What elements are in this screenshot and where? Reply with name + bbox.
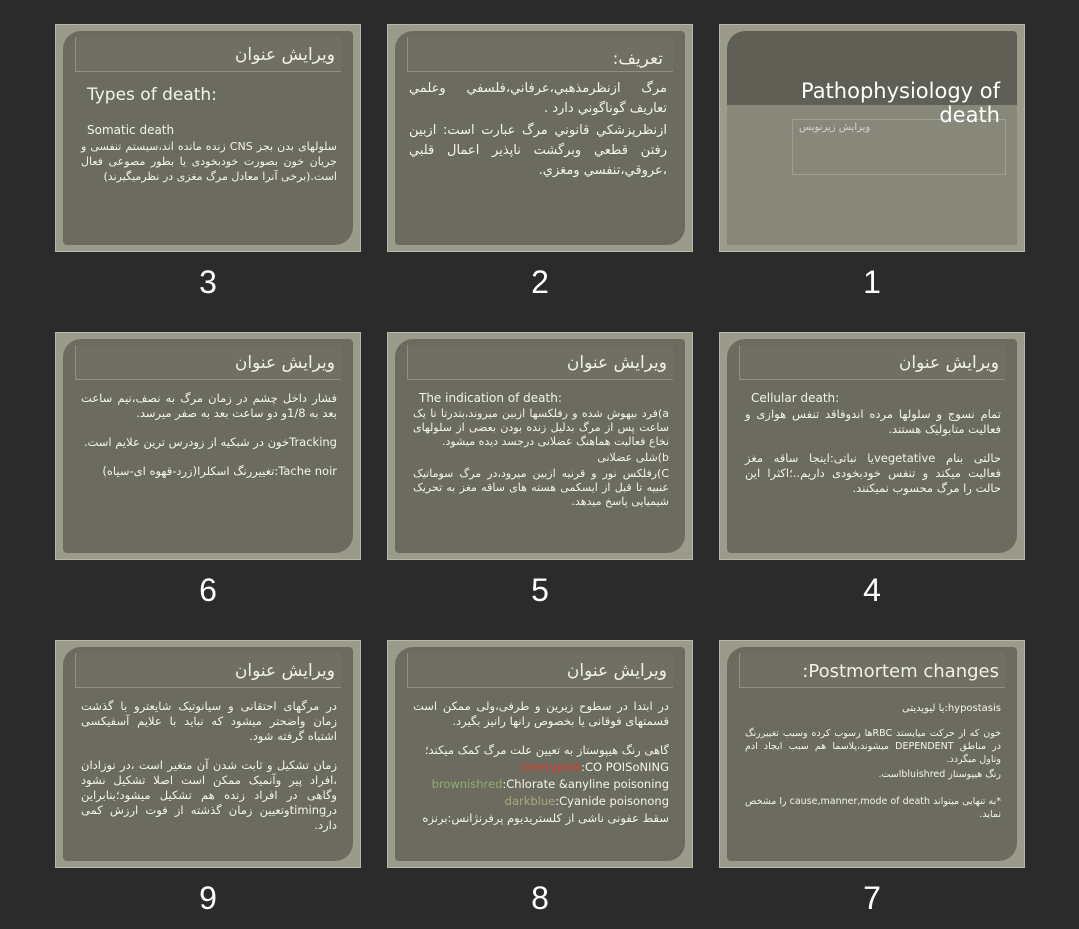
slide-line: سقط عفونی ناشی از کلستریدیوم پرفرنژانس:برنزه — [422, 811, 669, 825]
slide-line: a)فرد بیهوش شده و رفلکسها ازبین میروند،بتدرتا تا یک ساعت پس از مرگ بدلیل زنده بودن بعضی از سلولهای نخاع فعالیت هماهنگ عضلانی درجسد دیده میشود. — [413, 407, 669, 448]
slide-line: زمان تشکیل و ثابت شدن آن متغیر است ،در نوزادان ،افراد پیر وآنمیک ممکن است اصلا تشکیل نشود وگاهی در افراد زنده هم تشکیل میشود؛بنابراین درtimingوتعیین زمان گذشته از فوت ارزش کمی دارد. — [81, 758, 337, 832]
slide-heading: Types of death: — [87, 85, 217, 105]
slide-thumbnail-8[interactable] — [387, 640, 693, 868]
slide-title: ويرايش عنوان — [234, 45, 335, 65]
slide-subheading: The indication of death: — [419, 391, 562, 405]
slide-title: ويرايش عنوان — [898, 353, 999, 373]
slide-thumbnail-2[interactable] — [387, 24, 693, 252]
slide-subheading: hypostasis:یا لیویدیتی — [902, 703, 1001, 714]
slide-body — [413, 699, 669, 828]
slide-body — [413, 407, 669, 511]
slide-body — [745, 727, 1001, 823]
slide-line: Trackingخون در شبکیه از زودرس ترین علایم است. — [83, 435, 337, 449]
slide-line: در ابتدا در سطوح زیرین و طرفی،ولی ممکن است قسمتهای فوقانی یا بخصوص رانها رانیز بگیرد. — [413, 699, 669, 728]
slide-number: 3 — [199, 264, 217, 300]
slide-line: گاهی رنگ هیپوستاز به تعیین علت مرگ کمک میکند؛ — [424, 743, 669, 757]
slide-title: Pathophysiology of death — [800, 79, 1000, 127]
slide-thumbnail-7[interactable] — [719, 640, 1025, 868]
slide-line: *به تنهایی میتواند cause,manner,mode of death را مشخص نماید. — [745, 796, 1001, 820]
slide-panel — [395, 31, 685, 245]
slide-body — [409, 79, 667, 183]
slide-title: ويرايش عنوان — [566, 661, 667, 681]
slide-thumbnail-4[interactable] — [719, 332, 1025, 560]
slide-line: در مرگهای احتقانی و سیانوتیک شایعترو با گذشت زمان واضحتر میشود که نباید با علایم آسفیکسی اشتباه گرفته شود. — [81, 699, 337, 743]
slide-line: مرگ ازنظرمذهبي،عرفاني،فلسفي وعلمي تعاريف گوناگوني دارد . — [409, 81, 667, 116]
slide-body — [81, 391, 337, 481]
color-line-brownishred: brownishred:Chlorate &anyline poisoning — [431, 777, 669, 791]
slide-title: ويرايش عنوان — [566, 353, 667, 373]
slide-title: Postmortem changes: — [802, 661, 999, 682]
slide-title: ويرايش عنوان — [234, 661, 335, 681]
slide-panel — [727, 647, 1017, 861]
color-line-cherrypink: cherrypink:CO POISoNING — [519, 760, 669, 774]
slide-line: فشار داخل چشم در زمان مرگ به نصف،نیم ساعت بعد به 1/8و دو ساعت بعد به صفر میرسد. — [81, 391, 337, 420]
slide-number: 2 — [531, 264, 549, 300]
slide-line: b)شلی عضلانی — [597, 451, 669, 464]
slide-number: 8 — [531, 880, 549, 916]
slide-number: 6 — [199, 572, 217, 608]
slide-subheading: Cellular death: — [751, 391, 840, 405]
slide-number: 1 — [863, 264, 881, 300]
slide-line: حالتی بنام vegetativeیا نباتی:اینجا ساقه مغز فعالیت میکند و تنفس خودبخودی داریم..؛اکثرا این حالت را مرگ محسوب نمیکنند. — [745, 451, 1001, 495]
slide-number: 7 — [863, 880, 881, 916]
slide-thumbnail-6[interactable] — [55, 332, 361, 560]
slide-line: رنگ هیپوستاز bluishredاست. — [878, 769, 1001, 780]
slide-panel — [63, 647, 353, 861]
slide-body — [81, 699, 337, 835]
slide-thumbnail-3[interactable] — [55, 24, 361, 252]
slide-title: ويرايش عنوان — [234, 353, 335, 373]
slide-subheading: Somatic death — [87, 123, 175, 137]
slide-line: C)رفلکس نور و قرنیه ازبین میرود،در مرگ سوماتیک عنبیه تا قبل از ایسکمی هسته های ساقه مغز به تحریک شیمیایی پاسخ میدهد. — [413, 467, 669, 508]
slide-panel — [395, 647, 685, 861]
slide-line: خون که از حرکت میایستد RBCها رسوب کرده وسبب تغییررنگ در مناطق DEPENDENT میشوند،پلاسما هم سبب ایجاد ادم وتاول میگردد. — [745, 728, 1001, 765]
slide-subtitle-box: ويرايش زيرنويس — [792, 119, 1006, 175]
slide-panel — [395, 339, 685, 553]
slide-line: تمام نسوج و سلولها مرده اندوفاقد تنفس هوازی و فعالیت متابولیک هستند. — [745, 407, 1001, 436]
color-line-darkblue: darkblue:Cyanide poisonong — [504, 794, 669, 808]
slide-body — [745, 407, 1001, 498]
slide-line: سلولهای بدن بجز CNS زنده مانده اند،سیستم تنفسی و جریان خون بصورت خودبخودی یا بطور مصوعی فعال است.(برخی آنرا معادل مرگ مغزی در نظرمیگیرند) — [81, 140, 337, 183]
slide-number: 5 — [531, 572, 549, 608]
slide-title: تعریف: — [612, 49, 663, 69]
slide-thumbnail-1[interactable] — [719, 24, 1025, 252]
slide-body — [81, 139, 337, 186]
slide-number: 4 — [863, 572, 881, 608]
slide-number: 9 — [199, 880, 217, 916]
slide-thumbnail-5[interactable] — [387, 332, 693, 560]
slide-panel — [63, 339, 353, 553]
slide-panel — [63, 31, 353, 245]
slide-panel — [727, 339, 1017, 553]
slide-line: Tache noir:تغییررنگ اسکلرا(زرد-قهوه ای-سیاه) — [102, 464, 337, 478]
slide-line: ازنظرپزشكي قانوني مرگ عبارت است: ازبين رفتن قطعي وبرگشت ناپذير اعمال قلبي ،عروقي،تنفسي ومغزي. — [409, 123, 667, 178]
slide-thumbnail-9[interactable] — [55, 640, 361, 868]
